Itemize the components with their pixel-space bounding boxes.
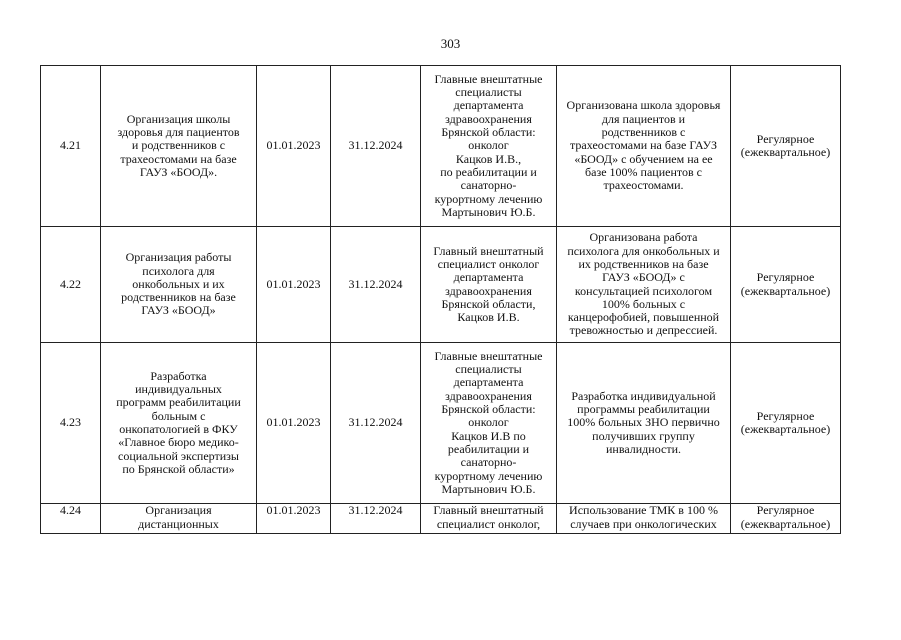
activity-cell: Организация дистанционных bbox=[101, 504, 257, 534]
activity-cell: Организация школы здоровья для пациентов и родственников с трахеостомами на базе ГАУЗ «БООД». bbox=[101, 66, 257, 227]
responsible-cell: Главные внештатные специалисты департамента здравоохранения Брянской области: онколог Кацков И.В по реабилитации и санаторно- курортному лечению Мартынович Ю.Б. bbox=[421, 343, 557, 504]
table-row bbox=[41, 343, 841, 504]
start-date-cell: 01.01.2023 bbox=[257, 343, 331, 504]
responsible-cell: Главные внештатные специалисты департамента здравоохранения Брянской области: онколог Кацков И.В., по реабилитации и санаторно- курортному лечению Мартынович Ю.Б. bbox=[421, 66, 557, 227]
row-number: 4.21 bbox=[41, 66, 101, 227]
periodicity-cell: Регулярное (ежеквартальное) bbox=[731, 227, 841, 343]
table-row bbox=[41, 227, 841, 343]
start-date-cell: 01.01.2023 bbox=[257, 66, 331, 227]
activity-cell: Организация работы психолога для онкобольных и их родственников на базе ГАУЗ «БООД» bbox=[101, 227, 257, 343]
periodicity-cell: Регулярное (ежеквартальное) bbox=[731, 343, 841, 504]
row-number: 4.24 bbox=[41, 504, 101, 534]
responsible-cell: Главный внештатный специалист онколог, bbox=[421, 504, 557, 534]
periodicity-cell: Регулярное (ежеквартальное) bbox=[731, 504, 841, 534]
result-cell: Организована работа психолога для онкобольных и их родственников на базе ГАУЗ «БООД» с консультацией психологом 100% больных с канцерофобией, повышенной тревожностью и депрессией. bbox=[557, 227, 731, 343]
start-date-cell: 01.01.2023 bbox=[257, 227, 331, 343]
row-number: 4.22 bbox=[41, 227, 101, 343]
start-date-cell: 01.01.2023 bbox=[257, 504, 331, 534]
result-cell: Разработка индивидуальной программы реабилитации 100% больных ЗНО первично получивших группу инвалидности. bbox=[557, 343, 731, 504]
row-number: 4.23 bbox=[41, 343, 101, 504]
table-row bbox=[41, 504, 841, 534]
periodicity-cell: Регулярное (ежеквартальное) bbox=[731, 66, 841, 227]
end-date-cell: 31.12.2024 bbox=[331, 66, 421, 227]
page-number: 303 bbox=[440, 36, 461, 51]
result-cell: Использование ТМК в 100 % случаев при онкологических bbox=[557, 504, 731, 534]
table-row bbox=[41, 66, 841, 227]
result-cell: Организована школа здоровья для пациентов и родственников с трахеостомами на базе ГАУЗ «БООД» с обучением на ее базе 100% пациентов с трахеостомами. bbox=[557, 66, 731, 227]
end-date-cell: 31.12.2024 bbox=[331, 504, 421, 534]
end-date-cell: 31.12.2024 bbox=[331, 343, 421, 504]
activity-cell: Разработка индивидуальных программ реабилитации больным с онкопатологией в ФКУ «Главное бюро медико- социальной экспертизы по Брянской области» bbox=[101, 343, 257, 504]
end-date-cell: 31.12.2024 bbox=[331, 227, 421, 343]
measures-table bbox=[40, 65, 841, 534]
responsible-cell: Главный внештатный специалист онколог департамента здравоохранения Брянской области, Кацков И.В. bbox=[421, 227, 557, 343]
